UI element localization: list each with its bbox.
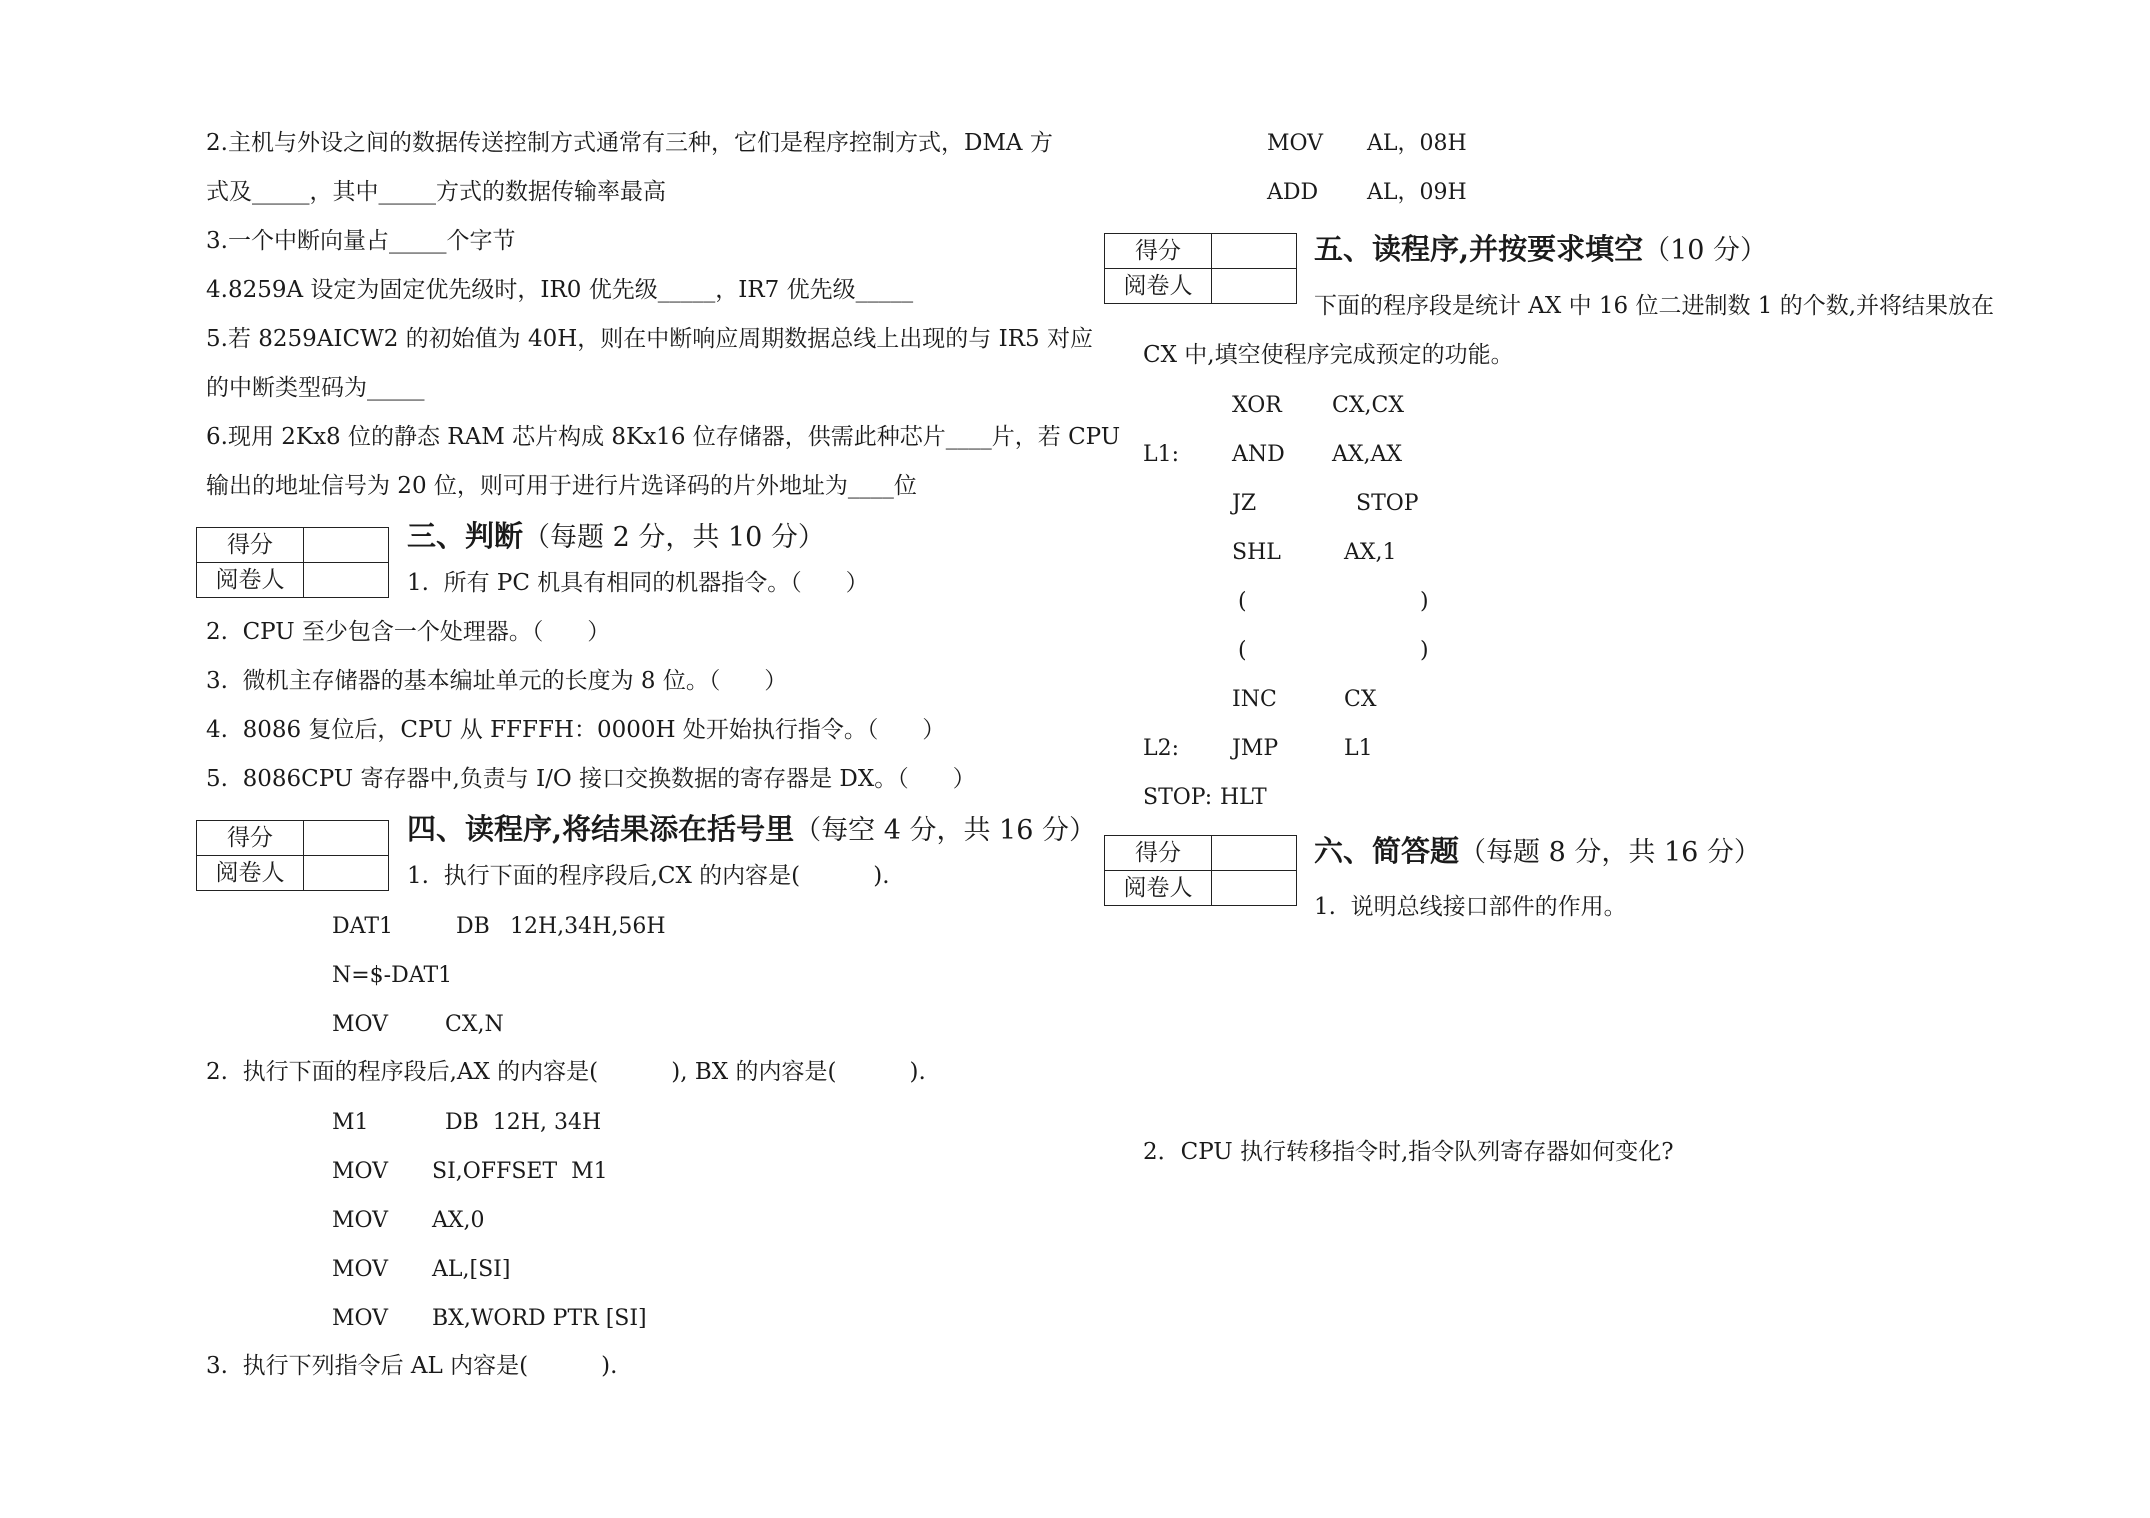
section-description: 下面的程序段是统计 AX 中 16 位二进制数 1 的个数,并将结果放在: [1314, 293, 1995, 319]
code-label: DAT1: [332, 914, 393, 939]
score-cell: [1212, 234, 1297, 269]
code-args: AX,1: [1344, 540, 1397, 565]
code-line: AL，08H: [1367, 131, 1467, 156]
code-op: JZ: [1232, 491, 1257, 516]
grader-cell: [304, 563, 389, 598]
judge-item: 4. 8086 复位后，CPU 从 FFFFH：0000H 处开始执行指令。（ ）: [206, 717, 946, 743]
code-line: BX,WORD PTR [SI]: [432, 1306, 647, 1331]
code-line: [456, 916, 490, 938]
blank-open-paren: (: [1238, 638, 1247, 663]
score-cell: [304, 528, 389, 563]
code-line: MOV: [332, 1306, 389, 1331]
code-line: M1: [332, 1110, 369, 1135]
code-line: [332, 916, 393, 938]
fill-line: 4.8259A 设定为固定优先级时，IR0 优先级_____，IR7 优先级_____: [206, 277, 914, 303]
code-line: [510, 916, 666, 938]
fill-line: 5.若 8259AICW2 的初始值为 40H，则在中断响应周期数据总线上出现的与 IR5 对应: [206, 326, 1093, 352]
section-description: CX 中,填空使程序完成预定的功能。: [1143, 342, 1514, 368]
code-line: MOV: [332, 1208, 389, 1233]
judge-item: 5. 8086CPU 寄存器中,负责与 I/O 接口交换数据的寄存器是 DX。（ ）: [206, 766, 976, 792]
judge-item: 1. 所有 PC 机具有相同的机器指令。（ ）: [407, 570, 869, 596]
code-line: DB 12H, 34H: [445, 1110, 602, 1135]
section-5-heading: [1314, 232, 1768, 266]
code-line: ADD: [1267, 180, 1319, 205]
question-text: 1. 说明总线接口部件的作用。: [1314, 894, 1627, 920]
code-line: [332, 1014, 388, 1036]
code-args: CX,N: [445, 1012, 504, 1037]
question-text: 3. 执行下列指令后 AL 内容是( ).: [206, 1353, 618, 1379]
fill-line: 的中断类型码为_____: [206, 375, 425, 401]
code-line: [445, 1014, 504, 1036]
code-label: STOP:: [1143, 785, 1213, 810]
code-line: SI,OFFSET M1: [432, 1159, 608, 1184]
section-title: 六、简答题: [1314, 834, 1460, 868]
code-line: MOV: [332, 1159, 389, 1184]
code-args: AX,AX: [1332, 442, 1403, 467]
code-label: N=$-DAT1: [332, 963, 453, 988]
code-op: SHL: [1232, 540, 1281, 565]
question-text: 1. 执行下面的程序段后,CX 的内容是( ).: [407, 863, 890, 889]
section-points: （10 分）: [1643, 235, 1768, 266]
code-line: AL,[SI]: [432, 1257, 511, 1282]
section-points: （每题 2 分，共 10 分）: [523, 522, 825, 553]
score-label: 得分: [197, 528, 304, 563]
section-title: 五、读程序,并按要求填空: [1314, 232, 1644, 266]
code-op: DB: [456, 914, 490, 939]
code-label: L2:: [1143, 736, 1180, 761]
grader-label: 阅卷人: [1105, 871, 1212, 906]
code-op: XOR: [1232, 393, 1282, 418]
section-6-heading: [1314, 834, 1761, 868]
code-op: INC: [1232, 687, 1277, 712]
code-op: AND: [1232, 442, 1285, 467]
score-box: [1104, 233, 1297, 304]
code-line: MOV: [332, 1257, 389, 1282]
section-points: （每空 4 分，共 16 分）: [794, 815, 1096, 846]
blank-close-paren: ): [1420, 638, 1429, 663]
fill-line: 2.主机与外设之间的数据传送控制方式通常有三种，它们是程序控制方式，DMA 方: [206, 130, 1053, 156]
fill-line: 式及_____，其中_____方式的数据传输率最高: [206, 179, 666, 205]
score-label: 得分: [1105, 836, 1212, 871]
score-box: [196, 527, 389, 598]
score-label: 得分: [197, 821, 304, 856]
section-title: 三、判断: [407, 519, 524, 553]
fill-line: 输出的地址信号为 20 位，则可用于进行片选译码的片外地址为____位: [206, 473, 917, 499]
section-points: （每题 8 分，共 16 分）: [1459, 837, 1761, 868]
code-args: STOP: [1356, 491, 1419, 516]
judge-item: 3. 微机主存储器的基本编址单元的长度为 8 位。（ ）: [206, 668, 788, 694]
score-label: 得分: [1105, 234, 1212, 269]
code-args: CX: [1344, 687, 1377, 712]
question-text: 2. 执行下面的程序段后,AX 的内容是( ), BX 的内容是( ).: [206, 1059, 926, 1085]
section-4-heading: [407, 812, 1096, 846]
fill-line: 6.现用 2Kx8 位的静态 RAM 芯片构成 8Kx16 位存储器，供需此种芯片____片，若 CPU: [206, 424, 1121, 450]
fill-line: 3.一个中断向量占_____个字节: [206, 228, 516, 254]
score-box: [196, 820, 389, 891]
section-title: 四、读程序,将结果添在括号里: [407, 812, 795, 846]
code-line: AX,0: [432, 1208, 485, 1233]
code-args: L1: [1344, 736, 1373, 761]
section-3-heading: [407, 519, 825, 553]
score-box: [1104, 835, 1297, 906]
code-op: JMP: [1232, 736, 1279, 761]
grader-label: 阅卷人: [197, 856, 304, 891]
grader-label: 阅卷人: [197, 563, 304, 598]
grader-cell: [1212, 871, 1297, 906]
code-line: MOV: [1267, 131, 1324, 156]
code-op: HLT: [1220, 785, 1267, 810]
grader-label: 阅卷人: [1105, 269, 1212, 304]
blank-open-paren: (: [1238, 589, 1247, 614]
code-args: CX,CX: [1332, 393, 1404, 418]
code-line: [332, 965, 452, 987]
score-cell: [1212, 836, 1297, 871]
question-text: 2．CPU 执行转移指令时,指令队列寄存器如何变化?: [1143, 1139, 1674, 1165]
blank-close-paren: ): [1420, 589, 1429, 614]
code-label: L1:: [1143, 442, 1180, 467]
grader-cell: [1212, 269, 1297, 304]
code-label: MOV: [332, 1012, 389, 1037]
code-args: 12H,34H,56H: [510, 914, 666, 939]
grader-cell: [304, 856, 389, 891]
score-cell: [304, 821, 389, 856]
code-line: AL，09H: [1367, 180, 1467, 205]
judge-item: 2. CPU 至少包含一个处理器。（ ）: [206, 619, 611, 645]
